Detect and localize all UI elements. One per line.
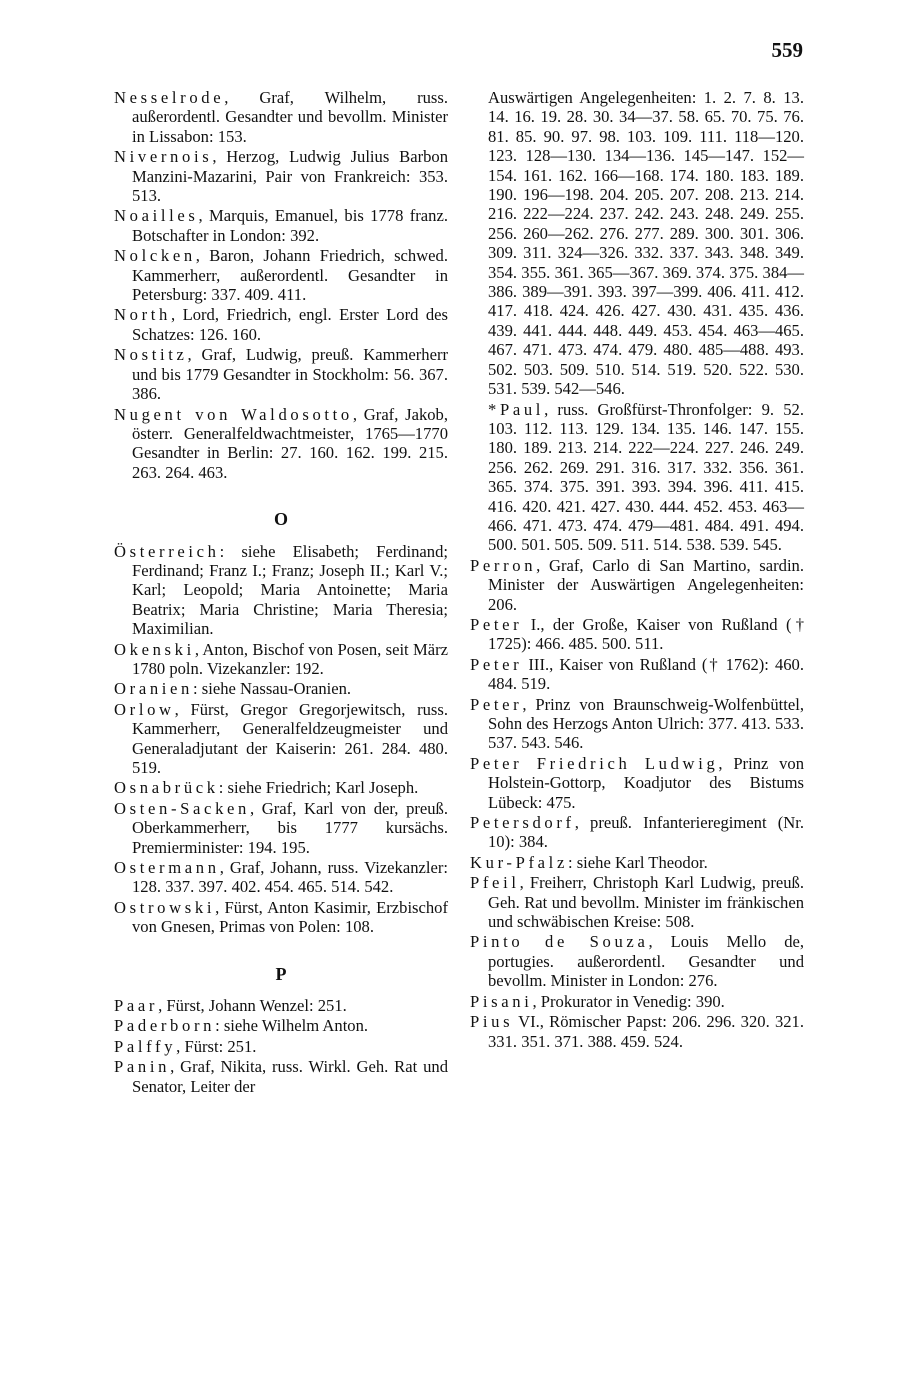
index-entry	[470, 695, 804, 753]
entry-details: , Fürst, Gregor Gregorjewitsch, russ. Kammerherr, Generalfeldzeugmeister und Generaladjutant der Kaiserin: 261. 284. 480. 519.	[132, 699, 448, 777]
index-entry	[114, 1037, 448, 1056]
index-entry	[470, 400, 804, 555]
entry-details: : siehe Elisabeth; Ferdinand; Ferdinand; Franz I.; Franz; Joseph II.; Karl V.; Karl; Leopold; Maria Antoinette; Maria Beatrix; Maria Christine; Maria Theresia; Maximilian.	[132, 541, 448, 639]
index-entry	[470, 992, 804, 1011]
entry-details: , russ. Großfürst-Thronfolger: 9. 52. 103. 112. 113. 129. 134. 135. 146. 147. 155. 180. 189. 213. 214. 222—224. 227. 246. 249. 256. 262. 269. 291. 316. 317. 332. 356. 361. 365. 374. 375. 391. 393. 394. 396. 411. 415. 416. 420. 421. 427. 430. 444. 452. 453. 463—466. 471. 473. 474. 479—481. 484. 491. 494. 500. 501. 505. 509. 511. 514. 538. 539. 545.	[488, 399, 804, 555]
index-entry	[114, 799, 448, 857]
entry-details: : siehe Friedrich; Karl Joseph.	[218, 778, 419, 798]
index-entry	[114, 898, 448, 937]
entry-details: , Prinz von Holstein-Gottorp, Koadjutor des Bistums Lübeck: 475.	[488, 753, 804, 812]
entry-headword: Orlow	[114, 699, 175, 719]
page-number: 559	[771, 38, 803, 62]
entry-headword: Pius	[470, 1012, 514, 1032]
entry-headword: North	[114, 305, 171, 325]
entry-headword: Osten-Sacken	[114, 798, 250, 818]
index-entry	[114, 542, 448, 639]
entry-details: III., Kaiser von Rußland († 1762): 460. 484. 519.	[488, 654, 804, 694]
entry-details: VI., Römischer Papst: 206. 296. 320. 321. 331. 351. 371. 388. 459. 524.	[488, 1012, 804, 1051]
index-entry	[114, 246, 448, 304]
section-heading-p: P	[275, 963, 287, 984]
entry-details: , Prinz von Braunschweig-Wolfenbüttel, Sohn des Herzogs Anton Ulrich: 377. 413. 533. 537. 543. 546.	[488, 694, 804, 753]
index-entry	[470, 813, 804, 852]
index-entry	[470, 1012, 804, 1051]
entry-headword: Peter	[470, 614, 523, 634]
entry-details: , preuß. Infanterieregiment (Nr. 10): 384.	[488, 813, 804, 852]
entry-details: : siehe Karl Theodor.	[567, 852, 708, 872]
continuation-text: Auswärtigen Angelegenheiten: 1. 2. 7. 8. 13. 14. 16. 19. 28. 30. 34—37. 58. 65. 70. 75. 76. 81. 85. 90. 97. 98. 103. 109. 111. 118—120. 123. 128—130. 134—136. 145—147. 152—154. 161. 162. 166—168. 174. 180. 183. 189. 190. 196—198. 204. 205. 207. 208. 213. 214. 216. 222—224. 237. 242. 243. 248. 249. 255. 256. 260—262. 276. 277. 289. 300. 301. 306. 309. 311. 324—326. 332. 337. 343. 348. 349. 354. 355. 361. 365—367. 369. 374. 375. 384—386. 389—391. 393. 397—399. 406. 411. 412. 417. 418. 424. 426. 427. 430. 431. 435. 436. 439. 441. 444. 448. 449. 453. 454. 463—465. 467. 471. 473. 474. 479. 480. 485—488. 493. 502. 503. 509. 510. 514. 519. 520. 522. 530. 531. 539. 542—546.	[488, 88, 804, 399]
entry-headword: Ostermann	[114, 858, 220, 878]
entry-details: , Freiherr, Christoph Karl Ludwig, preuß. Geh. Rat und bevollm. Minister im fränkischen und schwäbischen Kreise: 508.	[488, 873, 804, 932]
entry-details: , Anton, Bischof von Posen, seit März 1780 poln. Vizekanzler: 192.	[132, 639, 448, 678]
section-heading-o: O	[273, 509, 288, 530]
index-entry	[470, 556, 804, 614]
entry-headword: Paderborn	[114, 1016, 216, 1036]
right-column	[470, 88, 804, 1052]
index-entry	[114, 858, 448, 897]
entry-details: , Graf, Johann, russ. Vizekanzler: 128. 337. 397. 402. 454. 465. 514. 542.	[132, 858, 448, 897]
entry-headword: Peter	[470, 694, 523, 714]
entry-headword: Nostitz	[114, 345, 188, 365]
entry-details: , Fürst, Anton Kasimir, Erzbischof von Gnesen, Primas von Polen: 108.	[132, 897, 448, 937]
index-entry	[470, 655, 804, 694]
entry-headword: Perron	[470, 555, 537, 575]
index-entry	[114, 640, 448, 679]
entry-headword: Pfeil	[470, 873, 520, 893]
entry-headword: Nesselrode	[114, 88, 225, 107]
entry-headword: Nugent von Waldosotto	[114, 404, 353, 424]
index-entry	[114, 1057, 448, 1096]
entry-details: , Graf, Nikita, russ. Wirkl. Geh. Rat und Senator, Leiter der	[132, 1057, 448, 1096]
index-entry	[114, 700, 448, 778]
index-entry	[114, 345, 448, 403]
entry-headword: Noailles	[114, 206, 199, 226]
entry-details: , Fürst, Johann Wenzel: 251.	[158, 996, 347, 1016]
entry-headword: Pinto de Souza	[470, 932, 649, 952]
entry-details: , Graf, Karl von der, preuß. Oberkammerherr, bis 1777 kursächs. Premierminister: 194. 195.	[132, 798, 448, 857]
index-entry	[114, 88, 448, 146]
entry-details: I., der Große, Kaiser von Rußland († 1725): 466. 485. 500. 511.	[488, 614, 804, 654]
entry-headword: Palffy	[114, 1036, 177, 1056]
index-entry	[470, 853, 804, 872]
entry-headword: Paar	[114, 996, 159, 1016]
entry-headword: Peter	[470, 654, 523, 674]
index-entry	[470, 754, 804, 812]
entry-headword: Nivernois	[114, 147, 213, 167]
entry-headword: Oranien	[114, 679, 194, 699]
index-entry	[114, 1016, 448, 1035]
entries-n	[114, 88, 448, 482]
entry-details: , Baron, Johann Friedrich, schwed. Kammerherr, außerordentl. Gesandter in Petersburg: 337. 409. 411.	[132, 246, 448, 305]
entry-details: : siehe Wilhelm Anton.	[215, 1016, 369, 1036]
entry-headword: *Paul	[488, 399, 545, 419]
index-entry	[114, 206, 448, 245]
entry-details: , Fürst: 251.	[176, 1036, 257, 1056]
entry-headword: Kur-Pfalz	[470, 852, 568, 872]
entries-p	[114, 996, 448, 1096]
entry-details: , Herzog, Ludwig Julius Barbon Manzini-Mazarini, Pair von Frankreich: 353. 513.	[132, 147, 448, 206]
entry-details: , Graf, Wilhelm, russ. außerordentl. Gesandter und bevollm. Minister in Lissabon: 153.	[132, 88, 448, 146]
entry-details: , Louis Mello de, portugies. außerordentl. Gesandter und bevollm. Minister in London: 276.	[488, 932, 805, 991]
index-entry	[470, 615, 804, 654]
entry-details: , Graf, Carlo di San Martino, sardin. Minister der Auswärtigen Angelegenheiten: 206.	[488, 555, 804, 614]
index-entry	[470, 932, 804, 990]
entry-details: , Lord, Friedrich, engl. Erster Lord des Schatzes: 126. 160.	[132, 305, 448, 344]
index-entry	[114, 405, 448, 483]
left-column	[114, 88, 448, 1097]
entry-headword: Petersdorf	[470, 813, 575, 833]
entry-headword: Osnabrück	[114, 778, 219, 798]
index-entry	[114, 305, 448, 344]
index-entry	[114, 778, 448, 797]
entry-headword: Peter Friedrich Ludwig	[470, 753, 719, 773]
index-entry	[114, 147, 448, 205]
entry-details: , Marquis, Emanuel, bis 1778 franz. Botschafter in London: 392.	[132, 206, 448, 245]
entry-headword: Panin	[114, 1057, 171, 1077]
entry-headword: Pisani	[470, 991, 533, 1011]
entry-details: , Graf, Ludwig, preuß. Kammerherr und bis 1779 Gesandter in Stockholm: 56. 367. 386.	[132, 345, 448, 404]
entry-headword: Nolcken	[114, 246, 196, 266]
index-entry	[114, 679, 448, 698]
entry-headword: Ostrowski	[114, 897, 216, 917]
entry-details: , Graf, Jakob, österr. Generalfeldwachtmeister, 1765—1770 Gesandter in Berlin: 27. 160. 162. 199. 215. 263. 264. 463.	[132, 404, 448, 482]
entries-right	[470, 400, 804, 1051]
entry-details: : siehe Nassau-Oranien.	[193, 679, 352, 699]
entry-headword: Okenski	[114, 639, 195, 659]
index-entry	[114, 996, 448, 1015]
entries-o	[114, 542, 448, 937]
index-entry	[470, 873, 804, 931]
entry-details: , Prokurator in Venedig: 390.	[532, 991, 725, 1011]
entry-headword: Österreich	[114, 541, 220, 561]
